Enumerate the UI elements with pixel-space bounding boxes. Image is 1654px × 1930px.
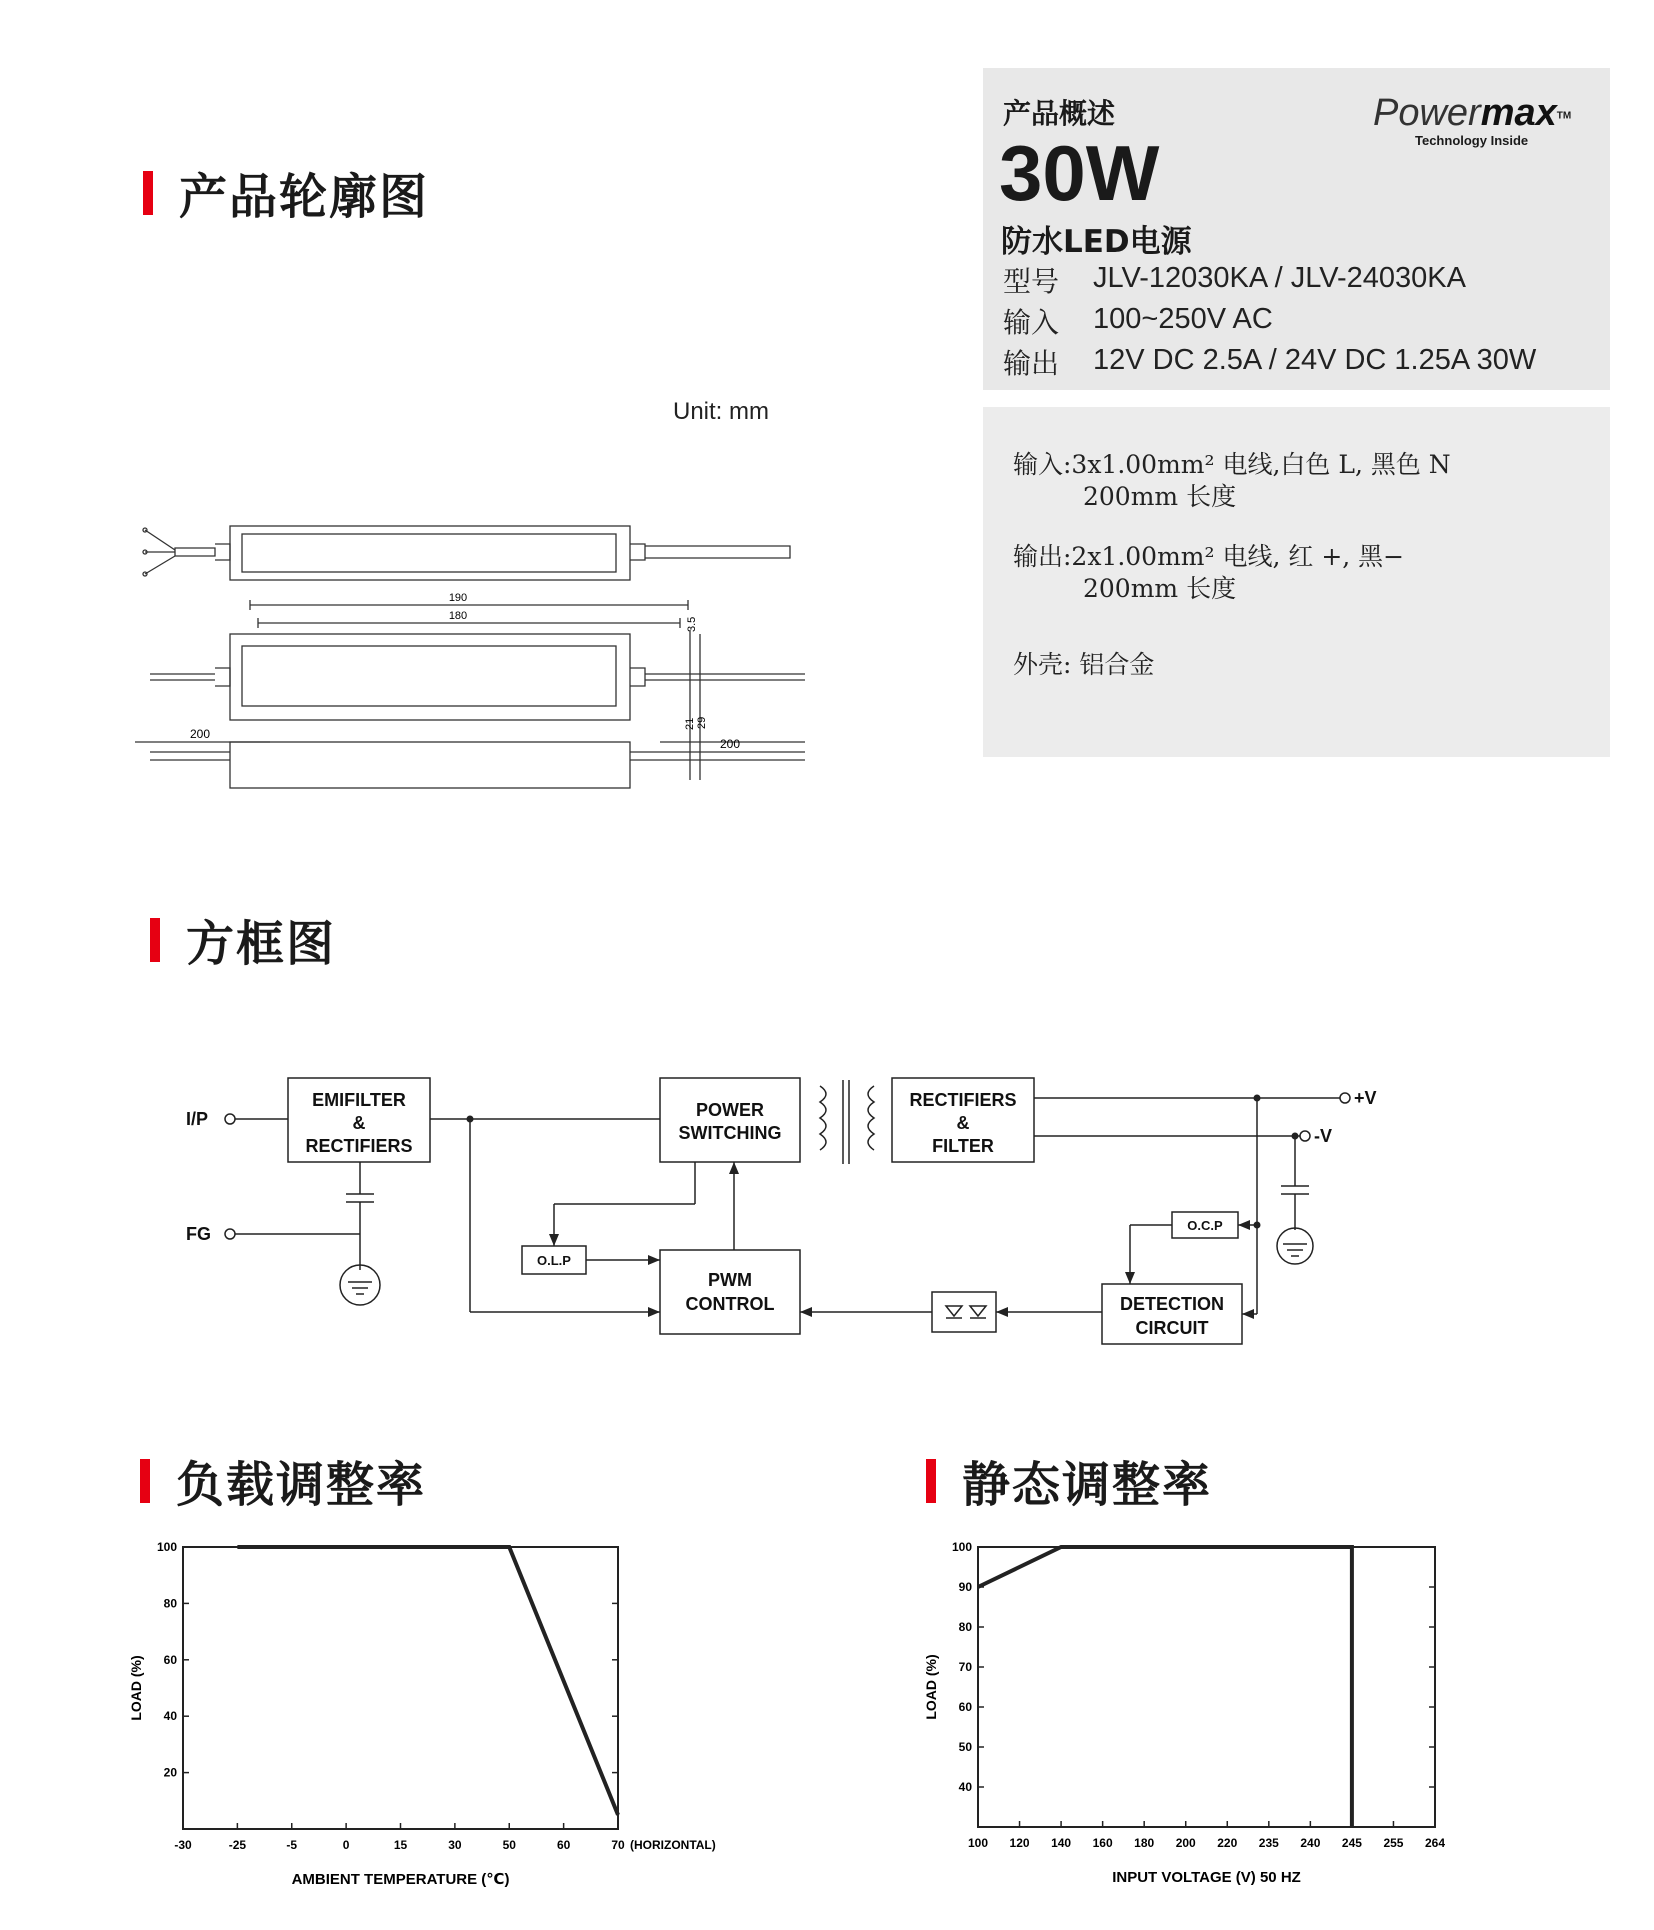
- section-title-block-diagram: [150, 905, 336, 974]
- accent-bar: [140, 1459, 150, 1503]
- y-axis-label: LOAD (%): [128, 1655, 144, 1721]
- pwm-label-2: CONTROL: [685, 1294, 775, 1314]
- x-tick-label: 220: [1217, 1836, 1238, 1850]
- y-tick-label: 100: [156, 1540, 177, 1554]
- y-tick-label: 80: [163, 1596, 177, 1611]
- y-axis-label: LOAD (%): [923, 1654, 939, 1720]
- y-tick-label: 40: [958, 1780, 972, 1794]
- dim-190: 190: [448, 592, 468, 604]
- section-title-text: 负载调整率: [176, 1457, 427, 1513]
- detail-output-line1: 输出:2x1.00mm² 电线, 红 +, 黑−: [1013, 542, 1405, 571]
- section-title-derating: [140, 1446, 426, 1515]
- x-tick-label: 120: [1009, 1836, 1030, 1850]
- x-tick-label: 60: [556, 1838, 571, 1852]
- x-tick-label: 240: [1300, 1836, 1321, 1850]
- spec-label-input: 输入: [1003, 306, 1060, 339]
- spec-value-output: 12V DC 2.5A / 24V DC 1.25A 30W: [1093, 344, 1537, 376]
- dim-180: 180: [448, 610, 468, 622]
- section-title-outline: [143, 158, 429, 227]
- brand-tagline: Technology Inside: [1415, 133, 1529, 148]
- x-axis-label: INPUT VOLTAGE (V) 50 HZ: [1112, 1869, 1301, 1886]
- series-line: [978, 1547, 1352, 1827]
- block-diagram: [170, 1060, 1490, 1360]
- emi-label-1: EMIFILTER: [312, 1090, 406, 1110]
- x-tick-label: 70: [611, 1838, 625, 1852]
- brand-logo: [1373, 92, 1571, 148]
- brand-tm: TM: [1556, 110, 1572, 122]
- details-panel: [983, 407, 1610, 757]
- emi-label-2: &: [352, 1113, 366, 1133]
- pwm-label-1: PWM: [708, 1270, 752, 1290]
- derating-chart: [120, 1530, 740, 1900]
- detection-label-2: CIRCUIT: [1135, 1318, 1209, 1338]
- x-tick-label: -25: [228, 1838, 247, 1852]
- detail-shell: 外壳: 铝合金: [1013, 650, 1155, 679]
- y-tick-label: 100: [951, 1540, 972, 1554]
- dim-3-5: 3.5: [686, 616, 698, 632]
- power-rating: 30W: [999, 129, 1160, 217]
- detection-label-1: DETECTION: [1119, 1294, 1225, 1314]
- ip-label: I/P: [186, 1109, 209, 1129]
- overview-panel: [983, 68, 1610, 390]
- vminus-label: -V: [1314, 1126, 1332, 1146]
- x-tick-label: 235: [1258, 1836, 1279, 1850]
- spec-value-model: JLV-12030KA / JLV-24030KA: [1093, 262, 1466, 294]
- dim-200-right: 200: [720, 737, 741, 751]
- dim-29: 29: [696, 716, 708, 729]
- x-tick-label: -5: [286, 1838, 298, 1852]
- y-tick-label: 20: [163, 1765, 177, 1780]
- brand-prefix: Power: [1373, 92, 1481, 134]
- brand-suffix: max: [1480, 92, 1557, 134]
- x-axis-label: AMBIENT TEMPERATURE (℃): [291, 1871, 510, 1888]
- static-regulation-chart: [905, 1530, 1465, 1900]
- x-tick-label: 0: [342, 1838, 350, 1852]
- unit-label: Unit: mm: [673, 398, 769, 425]
- x-axis-note: (HORIZONTAL): [630, 1838, 716, 1852]
- section-title-text: 静态调整率: [962, 1457, 1213, 1513]
- olp-label: O.L.P: [537, 1253, 571, 1268]
- section-title-static: [926, 1446, 1212, 1515]
- accent-bar: [143, 171, 153, 215]
- x-tick-label: 180: [1134, 1836, 1155, 1850]
- x-tick-label: 255: [1383, 1836, 1404, 1850]
- y-tick-label: 60: [958, 1700, 972, 1714]
- section-title-text: 方框图: [186, 916, 337, 972]
- emi-label-3: RECTIFIERS: [305, 1136, 413, 1156]
- section-title-text: 产品轮廓图: [179, 169, 430, 225]
- overview-heading: 产品概述: [1003, 97, 1116, 130]
- y-tick-label: 60: [163, 1652, 177, 1667]
- x-tick-label: 264: [1424, 1836, 1446, 1850]
- product-name: 防水LED电源: [1001, 224, 1192, 260]
- x-tick-label: 245: [1341, 1836, 1362, 1850]
- dim-21: 21: [684, 717, 696, 730]
- fg-label: FG: [186, 1224, 211, 1244]
- x-tick-label: 140: [1051, 1836, 1072, 1850]
- detail-input-line1: 输入:3x1.00mm² 电线,白色 L, 黑色 N: [1013, 450, 1451, 479]
- y-tick-label: 40: [163, 1709, 177, 1724]
- spec-value-input: 100~250V AC: [1093, 303, 1273, 335]
- rectifiers-label-1: RECTIFIERS: [909, 1090, 1017, 1110]
- y-tick-label: 50: [958, 1740, 972, 1754]
- outline-drawing: [130, 510, 810, 790]
- spec-label-model: 型号: [1003, 265, 1060, 298]
- x-tick-label: 200: [1175, 1836, 1196, 1850]
- y-tick-label: 90: [958, 1580, 972, 1594]
- detail-output-line2: 200mm 长度: [1083, 574, 1237, 603]
- power-switching-label-2: SWITCHING: [678, 1123, 782, 1143]
- plot-frame: [183, 1547, 618, 1829]
- x-tick-label: 100: [967, 1836, 989, 1850]
- x-tick-label: -30: [174, 1838, 192, 1852]
- plot-frame: [978, 1547, 1435, 1827]
- y-tick-label: 70: [958, 1660, 972, 1674]
- ocp-label: O.C.P: [1187, 1218, 1223, 1233]
- accent-bar: [150, 918, 160, 962]
- rectifiers-label-2: &: [956, 1113, 970, 1133]
- vplus-label: +V: [1354, 1088, 1377, 1108]
- y-tick-label: 80: [958, 1620, 972, 1634]
- accent-bar: [926, 1459, 936, 1503]
- rectifiers-label-3: FILTER: [932, 1136, 994, 1156]
- x-tick-label: 160: [1092, 1836, 1113, 1850]
- spec-label-output: 输出: [1003, 347, 1060, 380]
- power-switching-label-1: POWER: [695, 1100, 765, 1120]
- x-tick-label: 50: [502, 1838, 516, 1852]
- detail-input-line2: 200mm 长度: [1083, 482, 1237, 511]
- series-line: [237, 1547, 618, 1815]
- dim-200-left: 200: [190, 727, 211, 741]
- x-tick-label: 30: [448, 1838, 462, 1852]
- x-tick-label: 15: [393, 1838, 408, 1852]
